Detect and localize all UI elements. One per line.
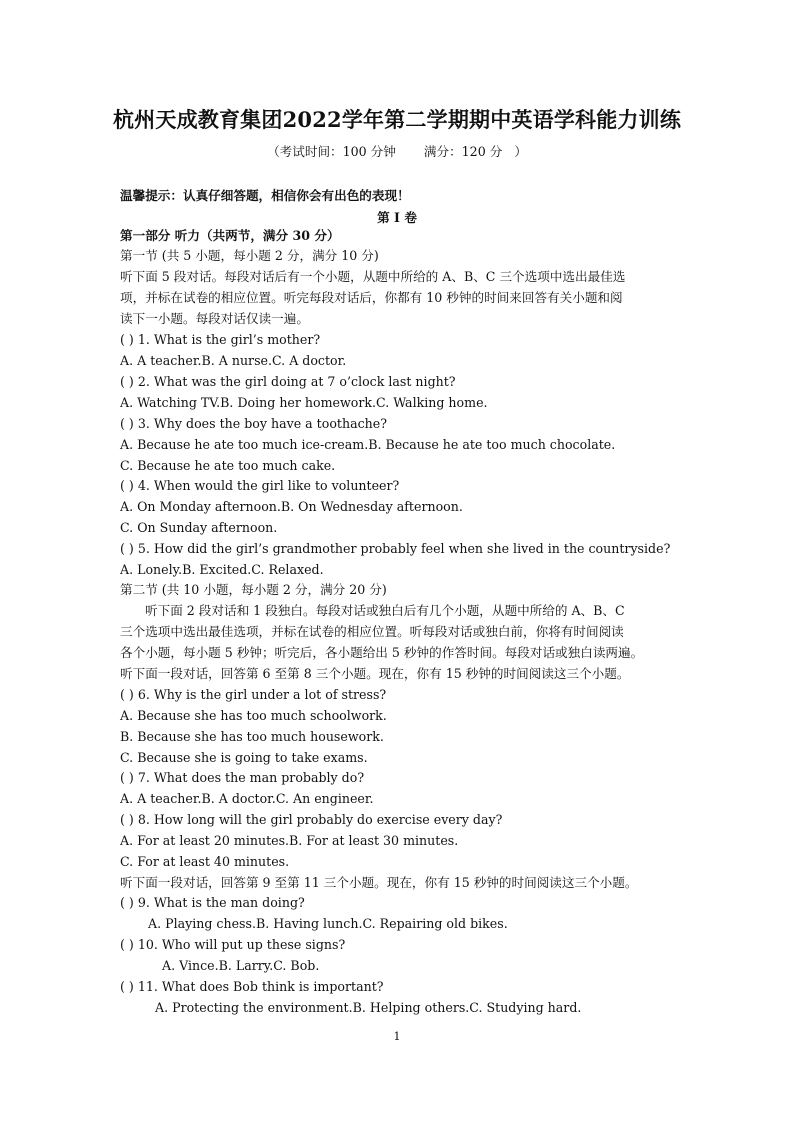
section2-instruction-line: 三个选项中选出最佳选项，并标在试卷的相应位置。听每段对话或独白前，你将有时间阅读 bbox=[120, 624, 624, 639]
section1-heading: 第一节 (共 5 小题，每小题 2 分，满分 10 分) bbox=[120, 248, 379, 263]
question-3-options: C. Because he ate too much cake. bbox=[120, 458, 336, 473]
part1-heading: 第一部分 听力（共两节，满分 30 分） bbox=[120, 228, 340, 243]
question-6: ( ) 6. Why is the girl under a lot of stress? bbox=[120, 687, 387, 702]
question-5: ( ) 5. How did the girl’s grandmother probably feel when she lived in the countryside? bbox=[120, 541, 671, 556]
question-3-options: A. Because he ate too much ice-cream.B. Because he ate too much chocolate. bbox=[120, 437, 616, 452]
question-8: ( ) 8. How long will the girl probably do exercise every day? bbox=[120, 812, 503, 827]
question-11-options: A. Protecting the environment.B. Helping others.C. Studying hard. bbox=[155, 1000, 582, 1015]
question-7-options: A. A teacher.B. A doctor.C. An engineer. bbox=[120, 791, 374, 806]
question-8-options: A. For at least 20 minutes.B. For at least 30 minutes. bbox=[120, 833, 459, 848]
section1-instruction-line: 读下一小题。每段对话仅读一遍。 bbox=[120, 311, 309, 326]
question-3: ( ) 3. Why does the boy have a toothache? bbox=[120, 416, 387, 431]
page-title: 杭州天成教育集团2022学年第二学期期中英语学科能力训练 bbox=[112, 107, 682, 132]
section2-instruction-line: 听下面 2 段对话和 1 段独白。每段对话或独白后有几个小题，从题中所给的 A、B、C bbox=[145, 603, 625, 618]
question-6-option-a: A. Because she has too much schoolwork. bbox=[120, 708, 387, 723]
question-9: ( ) 9. What is the man doing? bbox=[120, 895, 305, 910]
exam-info: （考试时间：100 分钟 满分：120 分 ） bbox=[267, 144, 527, 159]
volume-heading: 第 I 卷 bbox=[377, 210, 417, 225]
question-11: ( ) 11. What does Bob think is important? bbox=[120, 979, 384, 994]
question-2: ( ) 2. What was the girl doing at 7 o’clock last night? bbox=[120, 374, 456, 389]
question-9-options: A. Playing chess.B. Having lunch.C. Repairing old bikes. bbox=[148, 916, 508, 931]
question-10: ( ) 10. Who will put up these signs? bbox=[120, 937, 346, 952]
question-1-options: A. A teacher.B. A nurse.C. A doctor. bbox=[120, 353, 347, 368]
dialogue2-intro: 听下面一段对话，回答第 9 至第 11 三个小题。现在，你有 15 秒钟的时间阅读这三个小题。 bbox=[120, 875, 638, 890]
question-4-options: A. On Monday afternoon.B. On Wednesday afternoon. bbox=[120, 499, 463, 514]
question-5-options: A. Lonely.B. Excited.C. Relaxed. bbox=[120, 562, 324, 577]
section1-instruction-line: 项，并标在试卷的相应位置。听完每段对话后，你都有 10 秒钟的时间来回答有关小题和阅 bbox=[120, 290, 623, 305]
question-1: ( ) 1. What is the girl’s mother? bbox=[120, 332, 321, 347]
question-8-options: C. For at least 40 minutes. bbox=[120, 854, 290, 869]
question-6-option-c: C. Because she is going to take exams. bbox=[120, 750, 368, 765]
section1-instruction-line: 听下面 5 段对话。每段对话后有一个小题，从题中所给的 A、B、C 三个选项中选出最佳选 bbox=[120, 269, 626, 284]
question-4-options: C. On Sunday afternoon. bbox=[120, 520, 278, 535]
section2-instruction-line: 各个小题，每小题 5 秒钟；听完后，各小题给出 5 秒钟的作答时间。每段对话或独白读两遍。 bbox=[120, 645, 644, 660]
question-10-options: A. Vince.B. Larry.C. Bob. bbox=[162, 958, 320, 973]
section2-heading: 第二节 (共 10 小题，每小题 2 分，满分 20 分) bbox=[120, 582, 387, 597]
question-6-option-b: B. Because she has too much housework. bbox=[120, 729, 384, 744]
question-4: ( ) 4. When would the girl like to volunteer? bbox=[120, 478, 400, 493]
question-2-options: A. Watching TV.B. Doing her homework.C. Walking home. bbox=[120, 395, 488, 410]
dialogue1-intro: 听下面一段对话，回答第 6 至第 8 三个小题。现在，你有 15 秒钟的时间阅读这三个小题。 bbox=[120, 666, 630, 681]
question-7: ( ) 7. What does the man probably do? bbox=[120, 770, 365, 785]
page-number: 1 bbox=[393, 1030, 401, 1043]
tip-text: 温馨提示：认真仔细答题，相信你会有出色的表现！ bbox=[120, 188, 410, 203]
